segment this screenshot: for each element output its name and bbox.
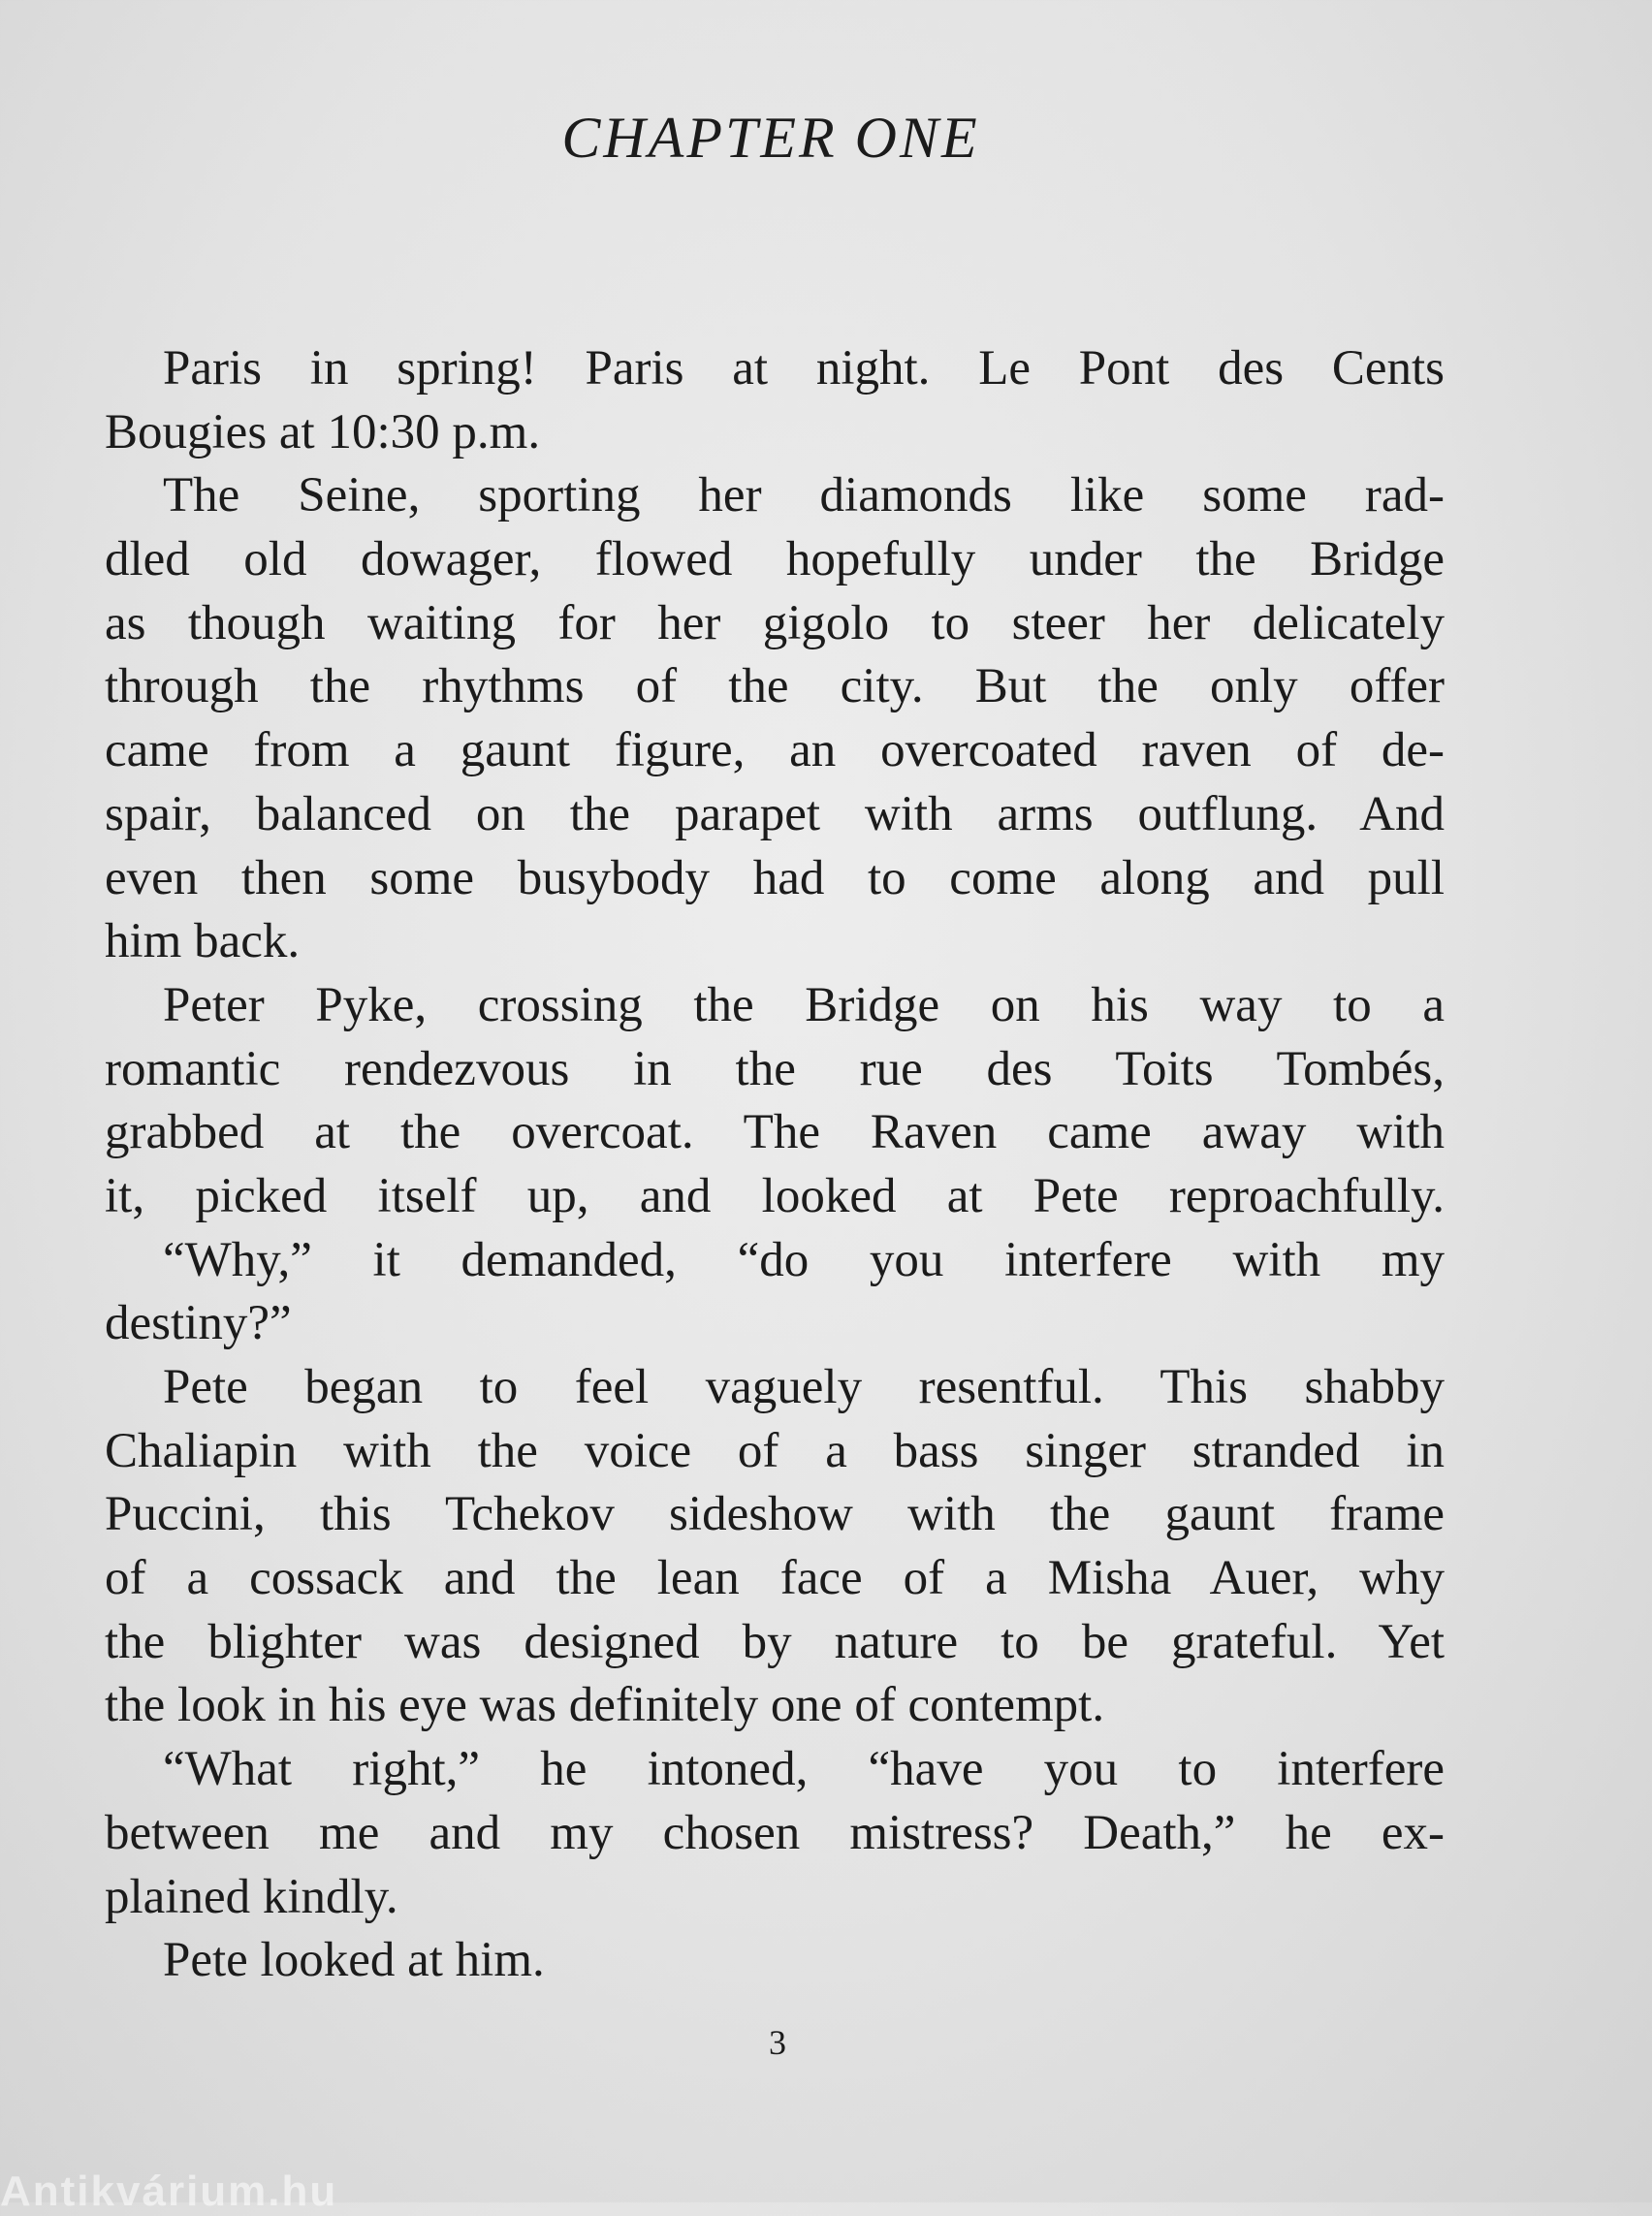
text-line: Pete began to feel vaguely resentful. This shabby xyxy=(163,1360,1445,1414)
text-line: the look in his eye was definitely one of contempt. xyxy=(105,1678,1105,1733)
text-line: him back. xyxy=(105,914,301,969)
text-line: grabbed at the overcoat. The Raven came away with xyxy=(105,1105,1445,1160)
text-line: spair, balanced on the parapet with arms outflung. And xyxy=(105,786,1445,841)
body-text xyxy=(105,337,1445,1993)
page-number: 3 xyxy=(769,2023,786,2062)
text-line: Peter Pyke, crossing the Bridge on his way to a xyxy=(163,977,1445,1032)
text-line: of a cossack and the lean face of a Misha Auer, why xyxy=(105,1551,1445,1606)
text-line: Bougies at 10:30 p.m. xyxy=(105,404,541,459)
text-line: as though waiting for her gigolo to steer her delicately xyxy=(105,595,1445,650)
text-line: between me and my chosen mistress? Death,” he ex- xyxy=(105,1805,1445,1860)
text-line: “What right,” he intoned, “have you to interfere xyxy=(163,1742,1445,1797)
text-line: even then some busybody had to come along and pull xyxy=(105,850,1445,905)
watermark: Antikvárium.hu xyxy=(0,2168,338,2215)
text-line: Pete looked at him. xyxy=(163,1933,545,1988)
text-line: it, picked itself up, and looked at Pete reproachfully. xyxy=(105,1168,1445,1223)
text-line: the blighter was designed by nature to be grateful. Yet xyxy=(105,1614,1445,1669)
text-line: Puccini, this Tchekov sideshow with the gaunt frame xyxy=(105,1487,1445,1542)
text-line: destiny?” xyxy=(105,1296,292,1351)
text-line: romantic rendezvous in the rue des Toits Tombés, xyxy=(105,1041,1445,1096)
text-line: The Seine, sporting her diamonds like some rad- xyxy=(163,468,1445,523)
text-line: plained kindly. xyxy=(105,1869,398,1924)
text-line: “Why,” it demanded, “do you interfere with my xyxy=(163,1232,1445,1287)
text-line: came from a gaunt figure, an overcoated raven of de- xyxy=(105,723,1445,778)
text-line: Paris in spring! Paris at night. Le Pont des Cents xyxy=(163,341,1445,396)
text-line: Chaliapin with the voice of a bass singer stranded in xyxy=(105,1423,1445,1478)
text-line: dled old dowager, flowed hopefully under the Bridge xyxy=(105,532,1445,587)
chapter-title: CHAPTER ONE xyxy=(561,106,980,170)
text-line: through the rhythms of the city. But the only offer xyxy=(105,659,1445,714)
